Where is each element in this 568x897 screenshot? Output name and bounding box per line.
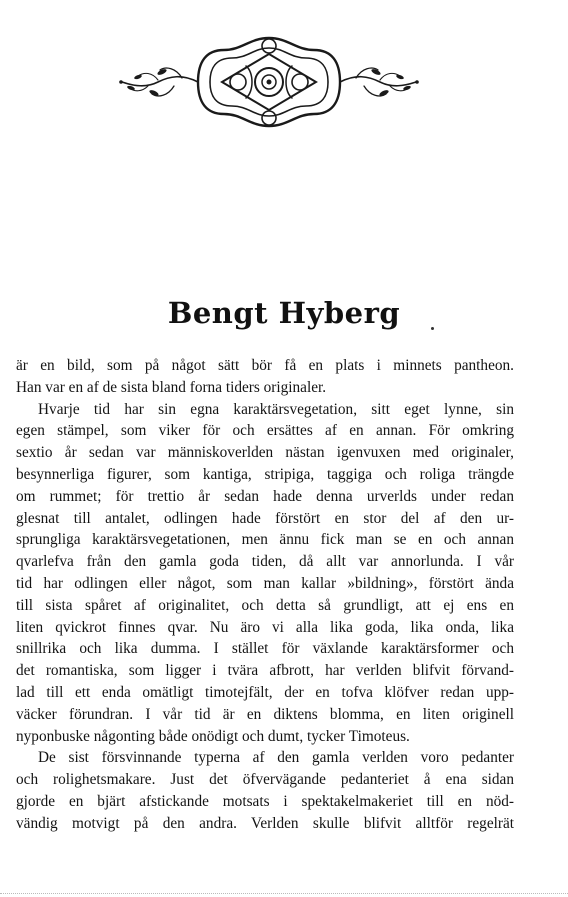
text-line: snillrika och lika dumma. I stället för växlande karaktärsformer och xyxy=(16,640,514,658)
text-line: till sista spåret af originalitet, och detta så grundligt, att ej ens en xyxy=(16,596,514,614)
text-line: det romantiska, som ligger i tvära afbrott, har verlden blifvit förvand- xyxy=(16,662,514,680)
text-line: nyponbuske någonting både onödigt och dumt, tycker Timoteus. xyxy=(16,727,410,745)
text-line: tid har odlingen eller något, som man kallar »bildning», förstört ända xyxy=(16,574,514,592)
text-line: gjorde en bjärt afstickande motsats i spektakelmakeriet till en nöd- xyxy=(16,792,514,810)
page-edge-speckle xyxy=(0,893,568,895)
chapter-title: Bengt Hyberg xyxy=(167,296,401,330)
text-line: vändig motvigt på den andra. Verlden skulle blifvit alltför regelrät xyxy=(16,814,514,832)
text-line: sprungliga karaktärsvegetationen, men ännu fick man se en och annan xyxy=(16,531,514,549)
text-line: Han var en af de sista bland forna tiders originaler. xyxy=(16,378,327,396)
text-line: om rummet; för trettio år sedan hade denna urverlds under redan xyxy=(16,487,514,505)
text-line: lad till ett enda omätligt timotejfält, der en tofva klöfver redan upp- xyxy=(16,683,514,701)
decorative-headpiece-ornament xyxy=(118,32,420,132)
text-line: egen stämpel, som viker för och ersättes af en annan. För omkring xyxy=(16,422,514,440)
text-line: liten qvickrot finnes qvar. Nu äro vi alla lika goda, lika onda, lika xyxy=(16,618,514,636)
text-line: besynnerliga figurer, som kantiga, stripiga, taggiga och roliga trängde xyxy=(16,465,514,483)
chapter-body xyxy=(16,355,514,835)
text-line: Hvarje tid har sin egna karaktärsvegetation, sitt eget lynne, sin xyxy=(38,400,514,418)
text-line: och rolighetsmakare. Just det öfvervägande pedanteriet å ena sidan xyxy=(16,771,514,789)
text-line: qvarlefva från den gamla goda tiden, då allt var annorlunda. I vår xyxy=(16,553,514,571)
text-line: glesnat till antalet, odlingen hade förstört en stor del af den ur- xyxy=(16,509,514,527)
text-line: väcker förundran. I vår tid är en diktens blomma, en liten originell xyxy=(16,705,514,723)
text-line: De sist försvinnande typerna af den gamla verlden voro pedanter xyxy=(38,749,514,767)
text-line: är en bild, som på något sätt bör få en plats i minnets pantheon. xyxy=(16,357,514,374)
print-speck xyxy=(431,327,434,330)
text-line: sextio år sedan var människoverlden nästan igenvuxen med originaler, xyxy=(16,444,514,462)
